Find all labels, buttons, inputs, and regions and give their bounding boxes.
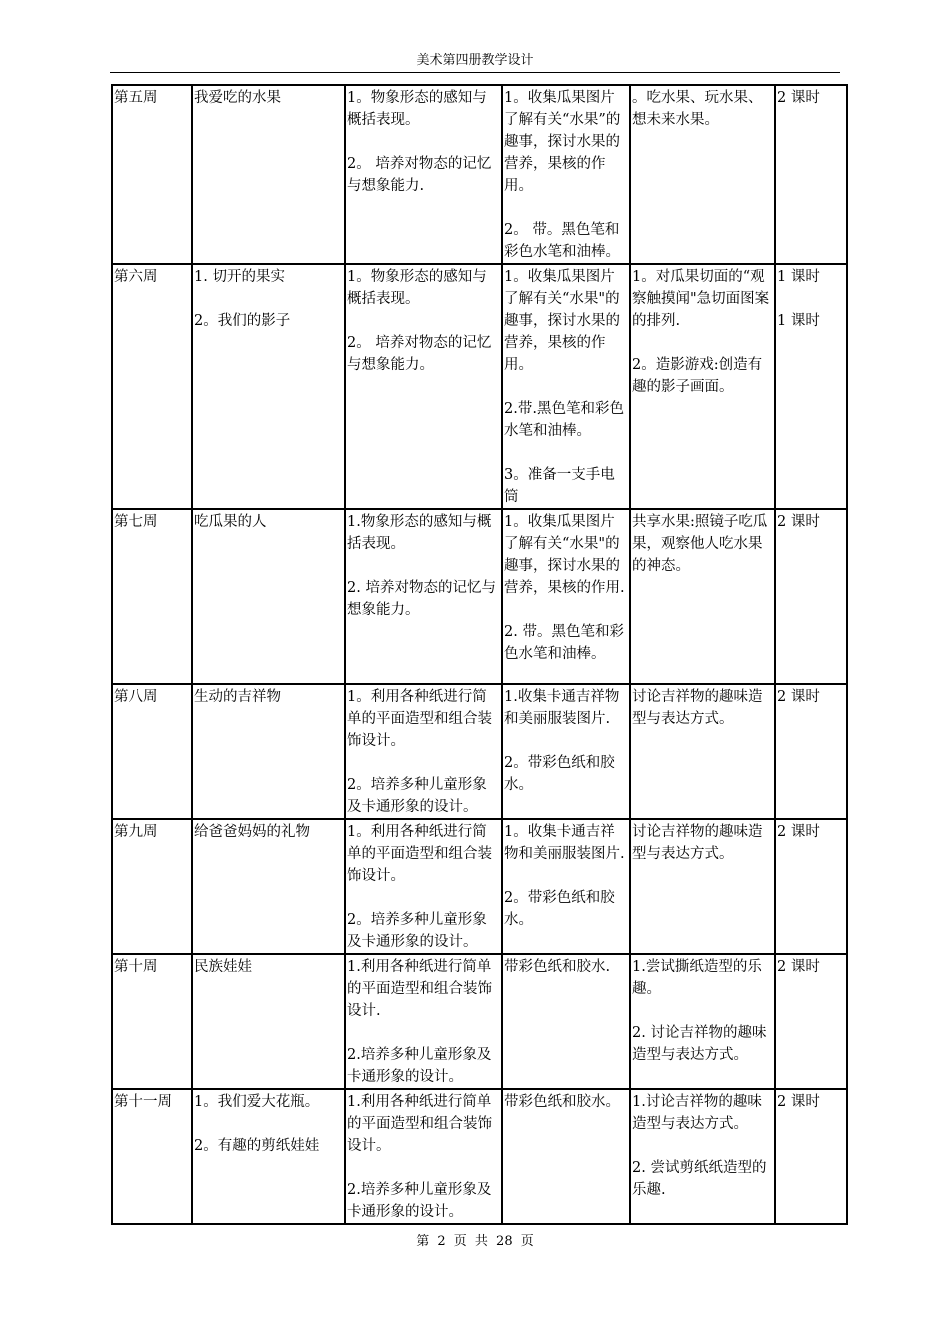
cell-paragraph: 1 课时 bbox=[777, 269, 820, 285]
week-cell: 第七周 bbox=[112, 509, 192, 684]
hours-cell bbox=[775, 264, 847, 509]
prep-cell bbox=[502, 264, 630, 509]
cell-paragraph: 1。利用各种纸进行简单的平面造型和组合装饰设计。 bbox=[347, 824, 492, 884]
table-row bbox=[112, 1089, 847, 1224]
table-row bbox=[112, 684, 847, 819]
cell-paragraph: 2 课时 bbox=[777, 514, 820, 530]
cell-paragraph: 2.培养多种儿童形象及卡通形象的设计。 bbox=[347, 1182, 492, 1220]
cell-paragraph: 2. 讨论吉祥物的趣味造型与表达方式。 bbox=[632, 1025, 767, 1063]
hours-cell bbox=[775, 1089, 847, 1224]
cell-paragraph: 讨论吉祥物的趣味造型与表达方式。 bbox=[632, 824, 763, 862]
cell-paragraph: 2 课时 bbox=[777, 90, 820, 106]
hours-cell bbox=[775, 85, 847, 264]
prep-cell bbox=[502, 684, 630, 819]
hours-cell bbox=[775, 819, 847, 954]
cell-paragraph: 1。收集瓜果图片了解有关“水果"的趣事，探讨水果的营养，果核的作用. bbox=[504, 514, 625, 596]
page-header: 美术第四册教学设计 bbox=[416, 53, 534, 68]
goal-cell bbox=[345, 509, 502, 684]
cell-paragraph: 1.利用各种纸进行简单的平面造型和组合装饰设计. bbox=[347, 959, 492, 1019]
prep-cell bbox=[502, 509, 630, 684]
cell-paragraph: 1.物象形态的感知与概括表现。 bbox=[347, 514, 492, 552]
header-rule bbox=[110, 72, 840, 73]
prep-cell bbox=[502, 819, 630, 954]
hours-cell bbox=[775, 509, 847, 684]
activity-cell bbox=[630, 954, 775, 1089]
cell-paragraph: 2.培养多种儿童形象及卡通形象的设计。 bbox=[347, 1047, 492, 1085]
cell-paragraph: 1。我们爱大花瓶。 bbox=[194, 1094, 320, 1110]
goal-cell bbox=[345, 954, 502, 1089]
cell-paragraph: 1。物象形态的感知与概括表现。 bbox=[347, 90, 487, 128]
cell-paragraph: 2。培养多种儿童形象及卡通形象的设计。 bbox=[347, 777, 487, 815]
table-row bbox=[112, 819, 847, 954]
cell-paragraph: 共享水果:照镜子吃瓜果，观察他人吃水果的神态。 bbox=[632, 514, 768, 574]
week-cell: 第五周 bbox=[112, 85, 192, 264]
cell-paragraph: 1。利用各种纸进行简单的平面造型和组合装饰设计。 bbox=[347, 689, 492, 749]
prep-cell bbox=[502, 1089, 630, 1224]
table-row bbox=[112, 509, 847, 684]
cell-paragraph: 2. 尝试剪纸纸造型的乐趣. bbox=[632, 1160, 767, 1198]
cell-paragraph: 2 课时 bbox=[777, 824, 820, 840]
topic-cell bbox=[192, 1089, 345, 1224]
cell-paragraph: 2。造影游戏:创造有趣的影子画面。 bbox=[632, 357, 763, 395]
week-cell: 第八周 bbox=[112, 684, 192, 819]
cell-paragraph: 2。带彩色纸和胶水。 bbox=[504, 755, 615, 793]
cell-paragraph: 2 课时 bbox=[777, 689, 820, 705]
cell-paragraph: 2。我们的影子 bbox=[194, 313, 291, 329]
cell-paragraph: 1 课时 bbox=[777, 313, 820, 329]
activity-cell bbox=[630, 684, 775, 819]
topic-cell bbox=[192, 819, 345, 954]
week-cell: 第六周 bbox=[112, 264, 192, 509]
topic-cell bbox=[192, 684, 345, 819]
topic-cell bbox=[192, 954, 345, 1089]
topic-cell bbox=[192, 509, 345, 684]
cell-paragraph: 2 课时 bbox=[777, 1094, 820, 1110]
cell-paragraph: 带彩色纸和胶水。 bbox=[504, 1094, 620, 1110]
prep-cell bbox=[502, 954, 630, 1089]
topic-cell bbox=[192, 264, 345, 509]
cell-paragraph: 1。收集卡通吉祥物和美丽服装图片. bbox=[504, 824, 625, 862]
cell-paragraph: 1。物象形态的感知与概括表现。 bbox=[347, 269, 487, 307]
week-cell: 第十一周 bbox=[112, 1089, 192, 1224]
cell-paragraph: 吃瓜果的人 bbox=[194, 514, 267, 530]
table-body bbox=[112, 85, 847, 1224]
cell-paragraph: 1.收集卡通吉祥物和美丽服装图片. bbox=[504, 689, 620, 727]
activity-cell bbox=[630, 819, 775, 954]
activity-cell bbox=[630, 509, 775, 684]
hours-cell bbox=[775, 684, 847, 819]
cell-paragraph: 2. 带。黑色笔和彩色水笔和油棒。 bbox=[504, 624, 624, 662]
cell-paragraph: 3。准备一支手电筒 bbox=[504, 467, 615, 505]
week-cell: 第十周 bbox=[112, 954, 192, 1089]
cell-paragraph: 带彩色纸和胶水. bbox=[504, 959, 611, 975]
goal-cell bbox=[345, 264, 502, 509]
cell-paragraph: 1.讨论吉祥物的趣味造型与表达方式。 bbox=[632, 1094, 762, 1132]
lesson-plan-table bbox=[111, 84, 848, 1225]
cell-paragraph: 2 课时 bbox=[777, 959, 820, 975]
table-row bbox=[112, 264, 847, 509]
goal-cell bbox=[345, 85, 502, 264]
cell-paragraph: 2。带彩色纸和胶水。 bbox=[504, 890, 615, 928]
cell-paragraph: 2。有趣的剪纸娃娃 bbox=[194, 1138, 320, 1154]
cell-paragraph: 1.尝试撕纸造型的乐趣。 bbox=[632, 959, 762, 997]
activity-cell bbox=[630, 1089, 775, 1224]
activity-cell bbox=[630, 264, 775, 509]
table-row bbox=[112, 85, 847, 264]
cell-paragraph: 讨论吉祥物的趣味造型与表达方式。 bbox=[632, 689, 763, 727]
cell-paragraph: 2。 带。黑色笔和彩色水笔和油棒。 bbox=[504, 222, 620, 260]
cell-paragraph: 1. 切开的果实 bbox=[194, 269, 285, 285]
cell-paragraph: 民族娃娃 bbox=[194, 959, 252, 975]
goal-cell bbox=[345, 684, 502, 819]
goal-cell bbox=[345, 819, 502, 954]
hours-cell bbox=[775, 954, 847, 1089]
cell-paragraph: 2。培养多种儿童形象及卡通形象的设计。 bbox=[347, 912, 487, 950]
cell-paragraph: 给爸爸妈妈的礼物 bbox=[194, 824, 310, 840]
topic-cell bbox=[192, 85, 345, 264]
cell-paragraph: 2。 培养对物态的记忆与想象能力。 bbox=[347, 335, 492, 373]
cell-paragraph: 我爱吃的水果 bbox=[194, 90, 281, 106]
week-cell: 第九周 bbox=[112, 819, 192, 954]
activity-cell bbox=[630, 85, 775, 264]
table-row bbox=[112, 954, 847, 1089]
cell-paragraph: 。吃水果、玩水果、想未来水果。 bbox=[632, 90, 763, 128]
cell-paragraph: 2. 培养对物态的记忆与想象能力。 bbox=[347, 580, 496, 618]
cell-paragraph: 2。 培养对物态的记忆与想象能力. bbox=[347, 156, 492, 194]
goal-cell bbox=[345, 1089, 502, 1224]
cell-paragraph: 2.带.黑色笔和彩色水笔和油棒。 bbox=[504, 401, 624, 439]
cell-paragraph: 生动的吉祥物 bbox=[194, 689, 281, 705]
page-footer: 第 2 页 共 28 页 bbox=[416, 1234, 534, 1249]
cell-paragraph: 1。收集瓜果图片了解有关“水果"的趣事，探讨水果的营养，果核的作用。 bbox=[504, 269, 620, 373]
cell-paragraph: 1.利用各种纸进行简单的平面造型和组合装饰设计。 bbox=[347, 1094, 492, 1154]
cell-paragraph: 1。对瓜果切面的“观察触摸闻"急切面图案的排列. bbox=[632, 269, 770, 329]
cell-paragraph: 1。收集瓜果图片了解有关“水果”的趣事，探讨水果的营养，果核的作用。 bbox=[504, 90, 621, 194]
prep-cell bbox=[502, 85, 630, 264]
